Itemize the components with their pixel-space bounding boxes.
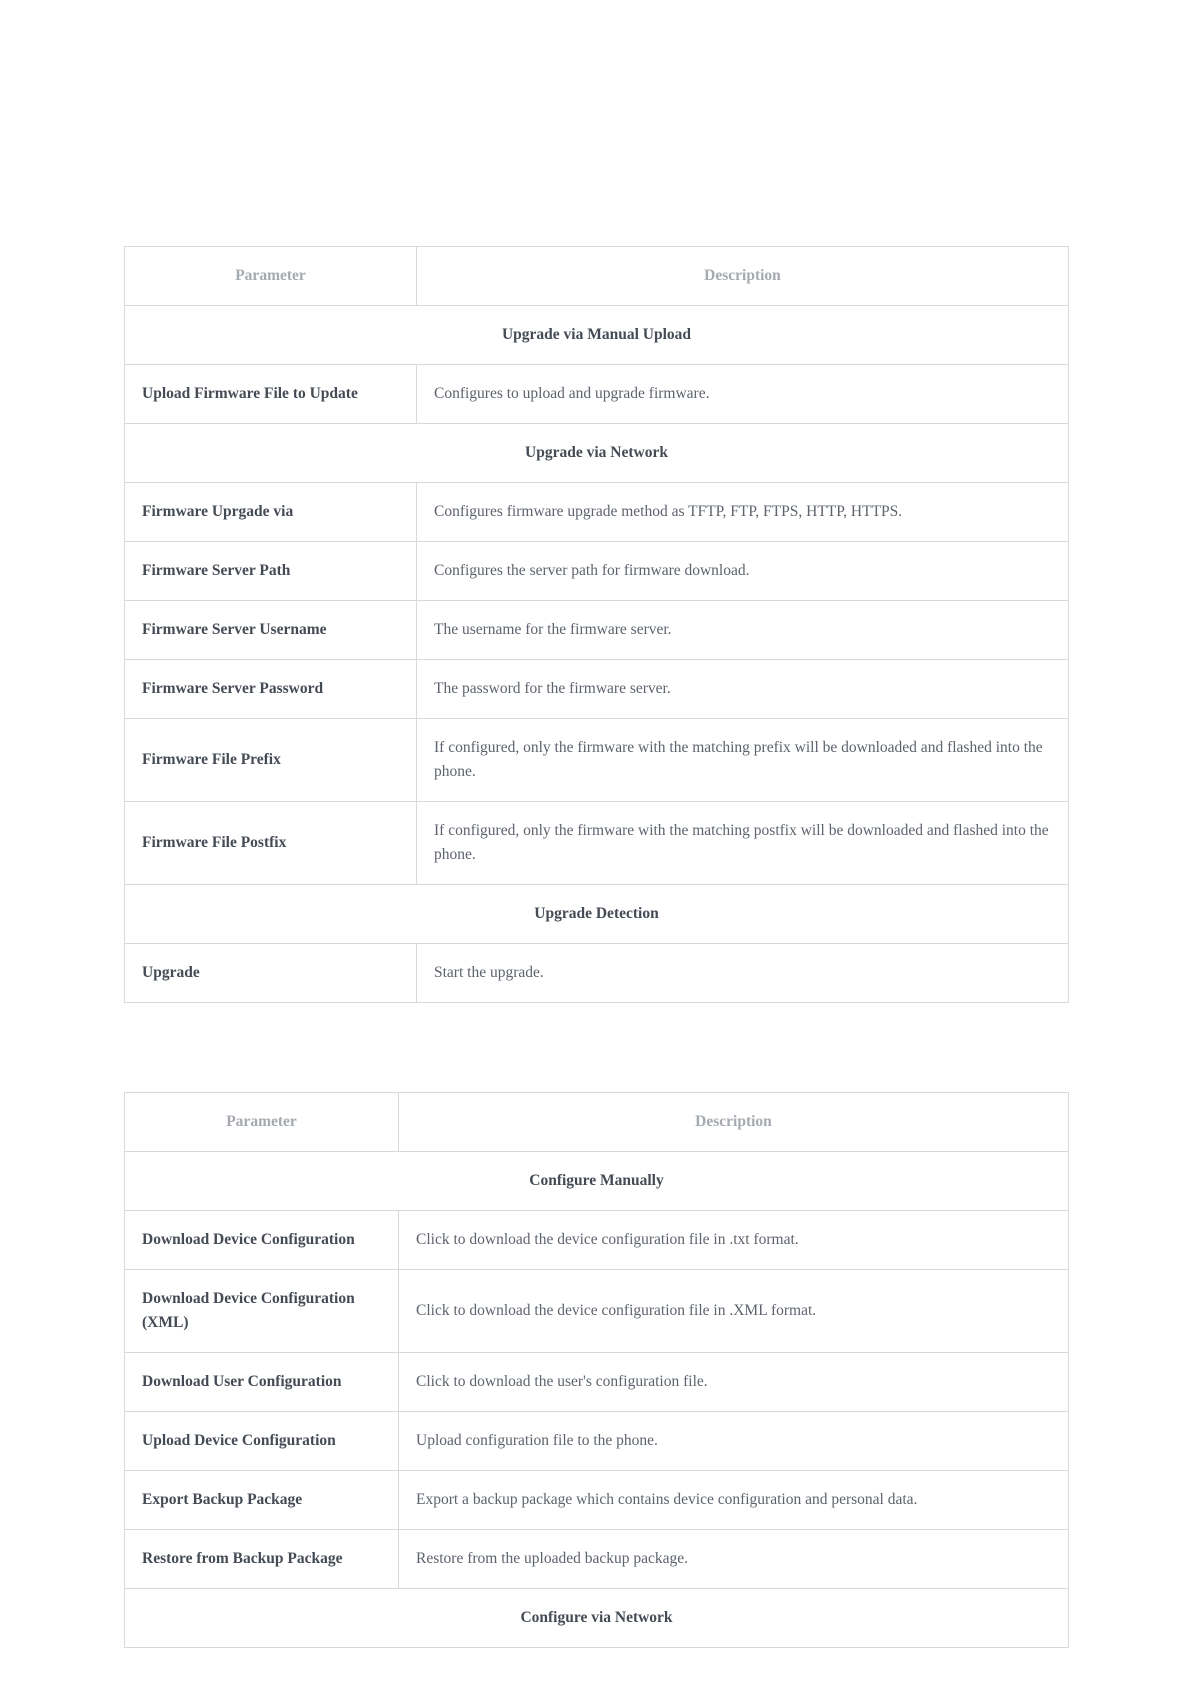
- parameter-name: Upload Device Configuration: [125, 1412, 399, 1471]
- parameter-name: Export Backup Package: [125, 1471, 399, 1530]
- column-header-description: Description: [399, 1093, 1069, 1152]
- parameter-name: Upgrade: [125, 944, 417, 1003]
- configuration-table: [124, 1092, 1069, 1648]
- table-row: [125, 802, 1069, 885]
- table-row: [125, 1412, 1069, 1471]
- parameter-description: Export a backup package which contains device configuration and personal data.: [399, 1471, 1069, 1530]
- parameter-description: Configures firmware upgrade method as TFTP, FTP, FTPS, HTTP, HTTPS.: [417, 483, 1069, 542]
- table-row: [125, 1211, 1069, 1270]
- parameter-name: Download Device Configuration (XML): [125, 1270, 399, 1353]
- parameter-name: Download Device Configuration: [125, 1211, 399, 1270]
- table-row: [125, 483, 1069, 542]
- parameter-description: Start the upgrade.: [417, 944, 1069, 1003]
- parameter-name: Firmware Uprgade via: [125, 483, 417, 542]
- column-header-parameter: Parameter: [125, 1093, 399, 1152]
- column-header-description: Description: [417, 247, 1069, 306]
- parameter-name: Firmware Server Password: [125, 660, 417, 719]
- table-row: [125, 1471, 1069, 1530]
- table-row: [125, 1353, 1069, 1412]
- table-row: [125, 365, 1069, 424]
- section-title: Upgrade via Manual Upload: [125, 306, 1069, 365]
- table-row: [125, 944, 1069, 1003]
- parameter-description: Restore from the uploaded backup package.: [399, 1530, 1069, 1589]
- firmware-upgrade-table: [124, 246, 1069, 1003]
- table-row: [125, 660, 1069, 719]
- parameter-description: The username for the firmware server.: [417, 601, 1069, 660]
- parameter-name: Download User Configuration: [125, 1353, 399, 1412]
- parameter-description: Upload configuration file to the phone.: [399, 1412, 1069, 1471]
- table-row: [125, 1270, 1069, 1353]
- parameter-description: Click to download the device configuration file in .XML format.: [399, 1270, 1069, 1353]
- parameter-name: Firmware Server Username: [125, 601, 417, 660]
- table-row: [125, 542, 1069, 601]
- parameter-description: Click to download the device configuration file in .txt format.: [399, 1211, 1069, 1270]
- section-row: [125, 1152, 1069, 1211]
- parameter-description: Click to download the user's configuration file.: [399, 1353, 1069, 1412]
- parameter-description: If configured, only the firmware with the matching prefix will be downloaded and flashed into the phone.: [417, 719, 1069, 802]
- section-row: [125, 1589, 1069, 1648]
- section-title: Configure Manually: [125, 1152, 1069, 1211]
- section-row: [125, 885, 1069, 944]
- table-row: [125, 1530, 1069, 1589]
- table-row: [125, 719, 1069, 802]
- section-row: [125, 306, 1069, 365]
- table-header-row: [125, 1093, 1069, 1152]
- column-header-parameter: Parameter: [125, 247, 417, 306]
- parameter-name: Upload Firmware File to Update: [125, 365, 417, 424]
- section-title: Upgrade via Network: [125, 424, 1069, 483]
- table-row: [125, 601, 1069, 660]
- parameter-description: Configures the server path for firmware download.: [417, 542, 1069, 601]
- parameter-name: Restore from Backup Package: [125, 1530, 399, 1589]
- parameter-description: Configures to upload and upgrade firmware.: [417, 365, 1069, 424]
- section-title: Configure via Network: [125, 1589, 1069, 1648]
- parameter-name: Firmware File Prefix: [125, 719, 417, 802]
- parameter-name: Firmware File Postfix: [125, 802, 417, 885]
- section-row: [125, 424, 1069, 483]
- parameter-description: If configured, only the firmware with the matching postfix will be downloaded and flashed into the phone.: [417, 802, 1069, 885]
- section-title: Upgrade Detection: [125, 885, 1069, 944]
- parameter-description: The password for the firmware server.: [417, 660, 1069, 719]
- table-header-row: [125, 247, 1069, 306]
- parameter-name: Firmware Server Path: [125, 542, 417, 601]
